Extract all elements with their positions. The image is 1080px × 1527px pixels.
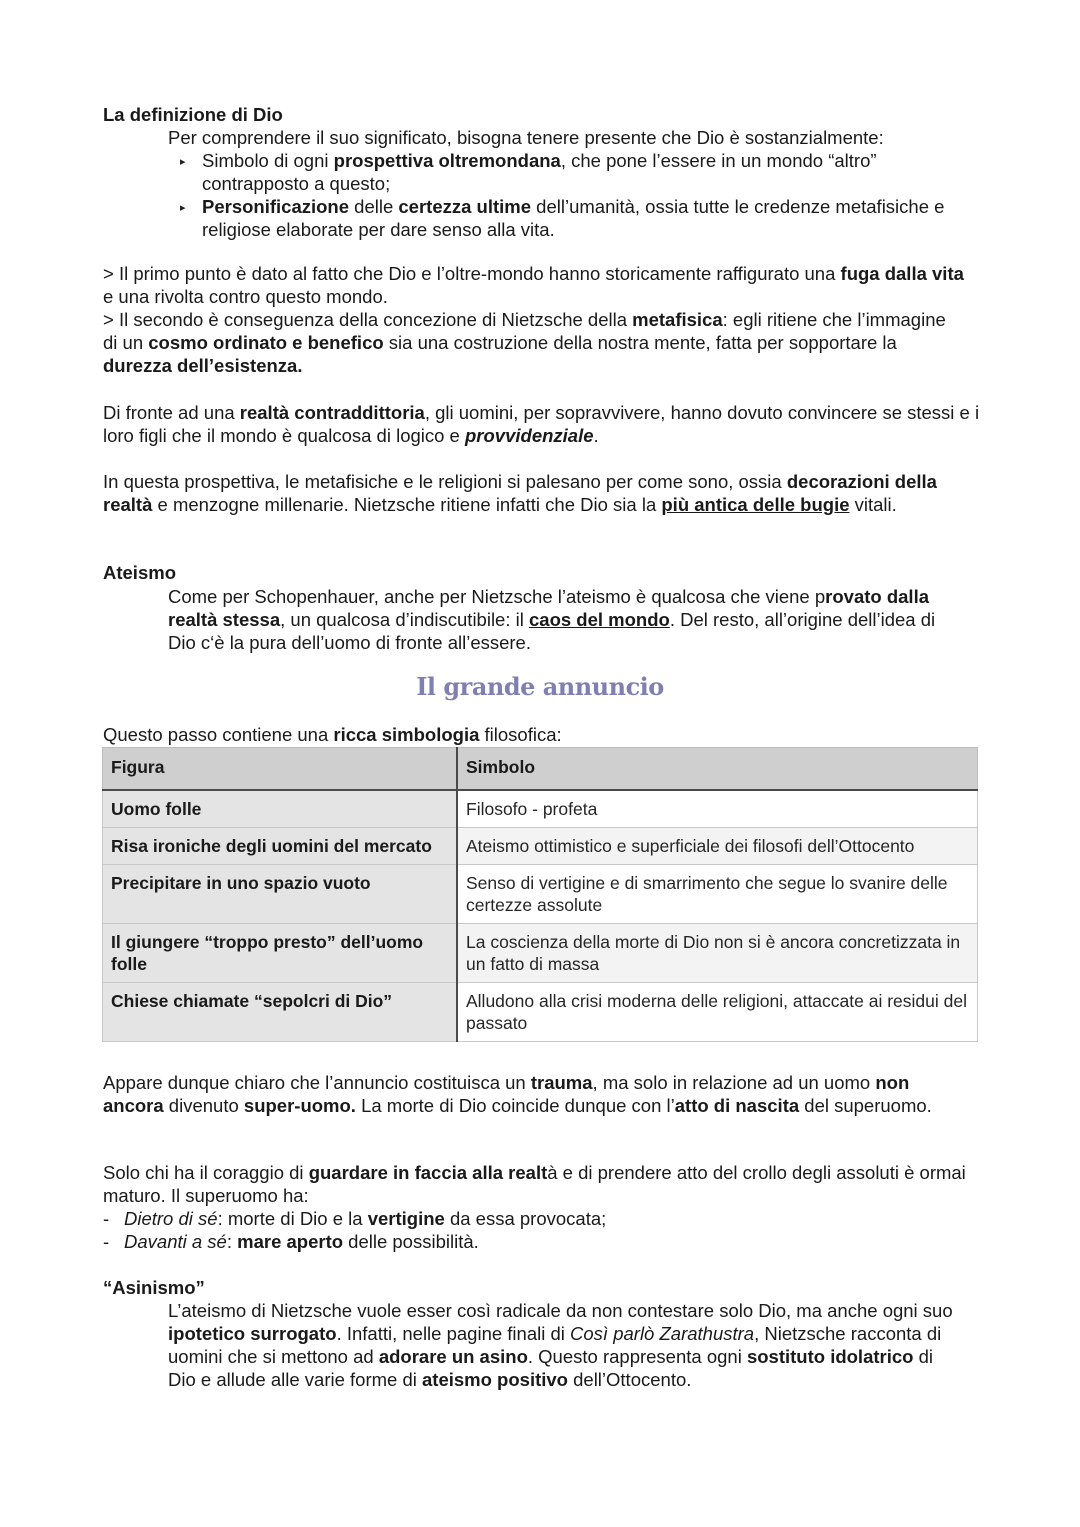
symbol-cell: Filosofo - profeta bbox=[457, 790, 978, 828]
bullet-item: ▸ Personificazione delle certezza ultime dell’umanità, ossia tutte le credenze metafisiche e religiose elaborate per dare senso alla vita. bbox=[180, 196, 945, 240]
dash-item: - Davanti a sé: mare aperto delle possibilità. bbox=[103, 1231, 479, 1252]
definizione-intro: Per comprendere il suo significato, bisogna tenere presente che Dio è sostanzialmente: bbox=[168, 127, 884, 148]
paragraph-coraggio: Solo chi ha il coraggio di guardare in faccia alla realtà e di prendere atto del crollo degli assoluti è ormai maturo. Il superuomo ha: bbox=[103, 1162, 966, 1206]
table-row bbox=[103, 924, 978, 983]
paragraph-secondo-punto: > Il secondo è conseguenza della concezione di Nietzsche della metafisica: egli ritiene che l’immagine di un cosmo ordinato e benefico sia una costruzione della nostra mente, fatta per sopportare la durezza dell’esistenza. bbox=[103, 309, 946, 376]
paragraph-trauma: Appare dunque chiaro che l’annuncio costituisca un trauma, ma solo in relazione ad un uomo non ancora divenuto super-uomo. La morte di Dio coincide dunque con l’atto di nascita del superuomo. bbox=[103, 1072, 932, 1116]
paragraph-primo-punto: > Il primo punto è dato al fatto che Dio e l’oltre-mondo hanno storicamente raffigurato una fuga dalla vita e una rivolta contro questo mondo. bbox=[103, 263, 964, 307]
table-header-row bbox=[103, 748, 978, 791]
heading-definizione: La definizione di Dio bbox=[103, 104, 283, 125]
bullet-item: ▸ Simbolo di ogni prospettiva oltremondana, che pone l’essere in un mondo “altro” contrapposto a questo; bbox=[180, 150, 877, 194]
symbol-table bbox=[102, 747, 978, 1042]
heading-asinismo: “Asinismo” bbox=[103, 1277, 205, 1298]
figure-cell: Uomo folle bbox=[103, 790, 458, 828]
table-row bbox=[103, 790, 978, 828]
section-title: Il grande annuncio bbox=[416, 672, 664, 701]
table-row bbox=[103, 865, 978, 924]
dash-bullet-icon: - bbox=[103, 1231, 110, 1252]
paragraph-realta-contraddittoria: Di fronte ad una realtà contraddittoria, gli uomini, per sopravvivere, hanno dovuto convincere se stessi e i loro figli che il mondo è qualcosa di logico e provvidenziale. bbox=[103, 402, 980, 446]
triangle-bullet-icon: ▸ bbox=[180, 156, 186, 168]
paragraph-prospettiva: In questa prospettiva, le metafisiche e le religioni si palesano per come sono, ossia decorazioni della realtà e menzogne millenarie. Nietzsche ritiene infatti che Dio sia la più antica delle bugie vitali. bbox=[103, 471, 937, 515]
table-row bbox=[103, 983, 978, 1042]
superuomo-dash-list bbox=[103, 1207, 963, 1253]
definizione-bullet-list bbox=[168, 149, 968, 241]
table-row bbox=[103, 828, 978, 865]
dash-bullet-icon: - bbox=[103, 1208, 110, 1229]
table-intro: Questo passo contiene una ricca simbologia filosofica: bbox=[103, 724, 562, 745]
symbol-cell: La coscienza della morte di Dio non si è ancora concretizzata in un fatto di massa bbox=[457, 924, 978, 983]
column-header: Simbolo bbox=[457, 748, 978, 791]
ateismo-paragraph: Come per Schopenhauer, anche per Nietzsche l’ateismo è qualcosa che viene provato dalla realtà stessa, un qualcosa d’indiscutibile: il caos del mondo. Del resto, all’origine dell’idea di Dio c‘è la pura dell’uomo di fronte all’essere. bbox=[168, 586, 936, 653]
symbol-cell: Ateismo ottimistico e superficiale dei filosofi dell’Ottocento bbox=[457, 828, 978, 865]
heading-ateismo: Ateismo bbox=[103, 562, 176, 583]
figure-cell: Risa ironiche degli uomini del mercato bbox=[103, 828, 458, 865]
figure-cell: Chiese chiamate “sepolcri di Dio” bbox=[103, 983, 458, 1042]
symbol-cell: Senso di vertigine e di smarrimento che segue lo svanire delle certezze assolute bbox=[457, 865, 978, 924]
asinismo-paragraph: L’ateismo di Nietzsche vuole esser così radicale da non contestare solo Dio, ma anche ogni suo ipotetico surrogato. Infatti, nelle pagine finali di Così parlò Zarathustra, Nietzsche racconta di uomini che si mettono ad adorare un asino. Questo rappresenta ogni sostituto idolatrico di Dio e allude alle varie forme di ateismo positivo dell’Ottocento. bbox=[168, 1300, 953, 1390]
dash-item: - Dietro di sé: morte di Dio e la vertigine da essa provocata; bbox=[103, 1208, 607, 1229]
column-header: Figura bbox=[103, 748, 458, 791]
symbol-cell: Alludono alla crisi moderna delle religioni, attaccate ai residui del passato bbox=[457, 983, 978, 1042]
triangle-bullet-icon: ▸ bbox=[180, 202, 186, 214]
figure-cell: Precipitare in uno spazio vuoto bbox=[103, 865, 458, 924]
figure-cell: Il giungere “troppo presto” dell’uomo folle bbox=[103, 924, 458, 983]
